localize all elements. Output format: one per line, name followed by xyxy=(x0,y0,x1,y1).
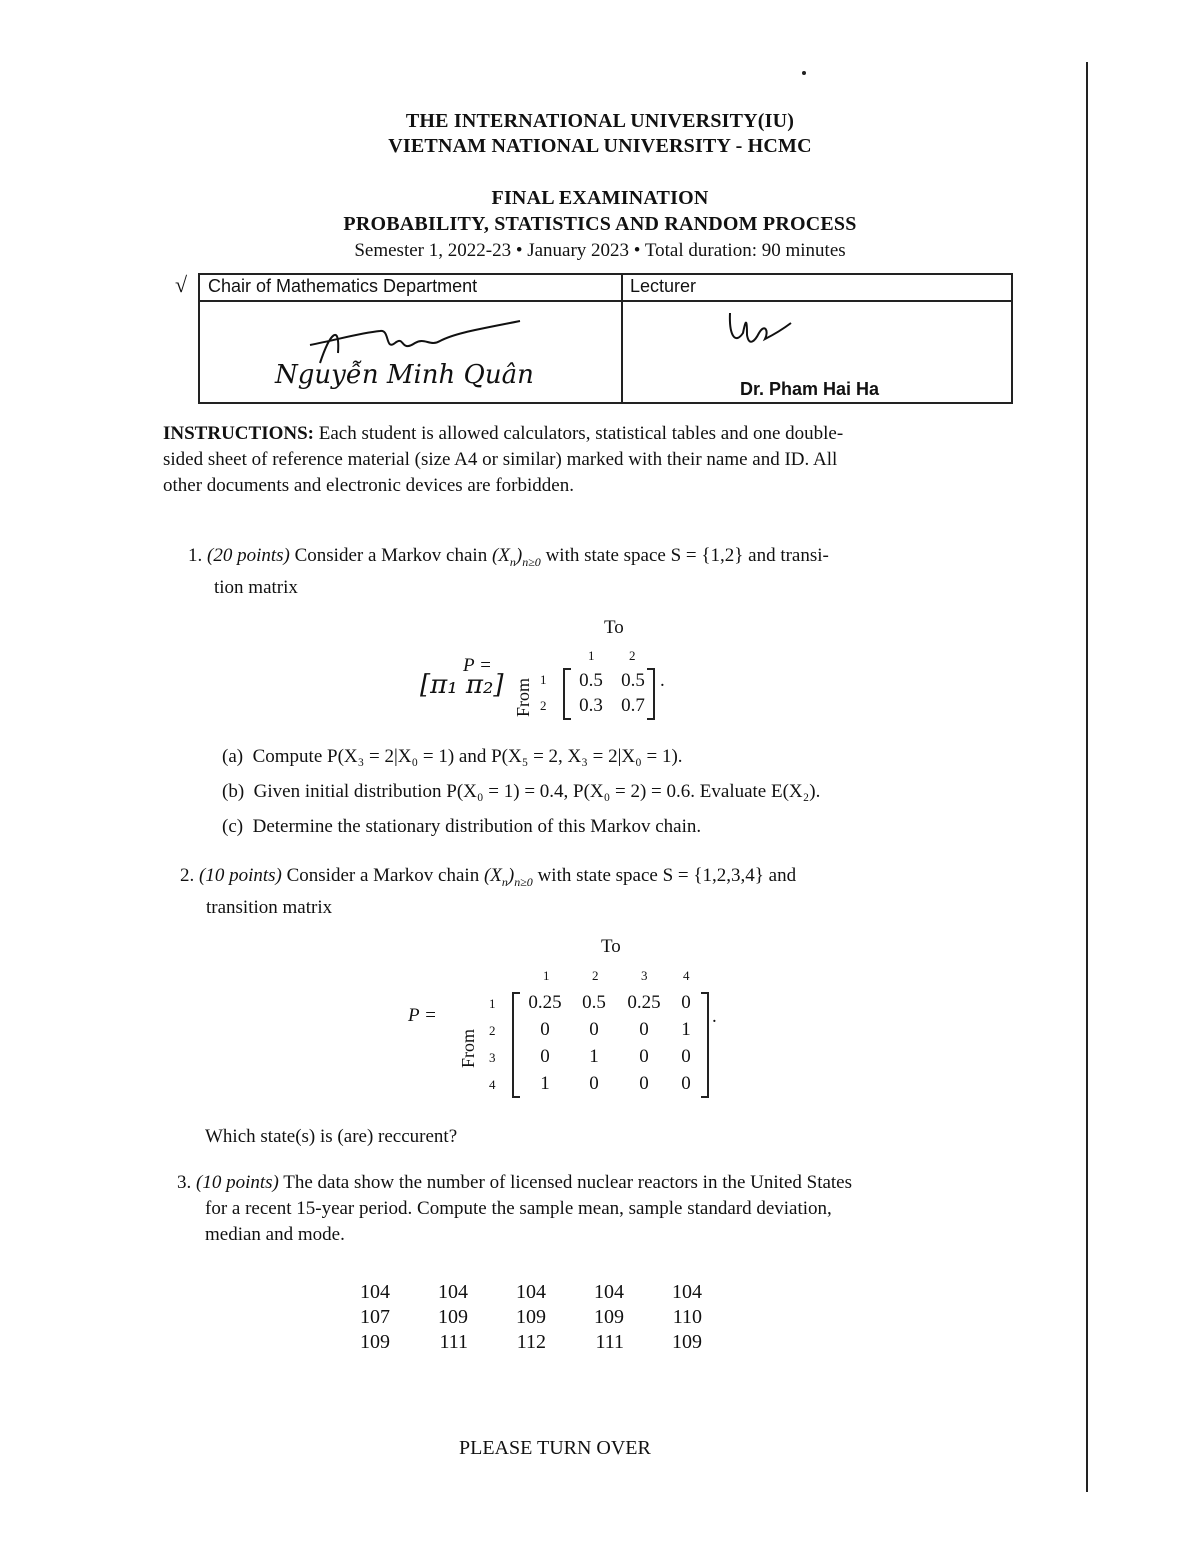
q2-text-c: and xyxy=(763,865,797,886)
instructions-text-3: other documents and electronic devices are forbidden. xyxy=(163,475,574,496)
q1-c-label: (c) xyxy=(222,816,244,837)
q2-row-label: 4 xyxy=(489,1077,496,1092)
q1-line-2: tion matrix xyxy=(214,576,298,598)
q1-matrix-cell: 0.3 xyxy=(579,695,603,716)
q1-chain-sub: n xyxy=(509,554,516,569)
q2-matrix-cell: 0 xyxy=(589,1019,599,1040)
lecturer-signature xyxy=(725,305,805,355)
course-title: PROBABILITY, STATISTICS AND RANDOM PROCESS xyxy=(343,213,857,235)
q1-from-label: From xyxy=(513,677,533,717)
q2-matrix-cell: 1 xyxy=(540,1073,550,1094)
q2-matrix-cell: 0 xyxy=(639,1073,649,1094)
instructions-text-1: Each student is allowed calculators, statistical tables and one double- xyxy=(313,423,844,444)
footer-turn-over: PLEASE TURN OVER xyxy=(459,1437,651,1459)
q3-data-cell: 104 xyxy=(360,1281,390,1303)
q3-data-cell: 109 xyxy=(438,1306,468,1328)
scan-speck xyxy=(802,71,806,75)
q2-text-b: with state space xyxy=(532,865,663,886)
q1-handwritten-note: [π₁ π₂] xyxy=(420,670,504,700)
q3-data-cell: 104 xyxy=(594,1281,624,1303)
q1-state-space: S = {1,2} xyxy=(670,545,744,566)
q2-matrix-cell: 0 xyxy=(639,1019,649,1040)
q2-row-label: 1 xyxy=(489,996,496,1011)
q2-col-label: 2 xyxy=(592,968,599,983)
q2-matrix-cell: 1 xyxy=(589,1046,599,1067)
q2-number: 2. xyxy=(180,865,195,886)
q1-matrix-cell: 0.5 xyxy=(621,670,645,691)
q3-data-cell: 104 xyxy=(672,1281,702,1303)
q3-points: (10 points) xyxy=(196,1172,279,1193)
q1-a-label: (a) xyxy=(222,746,244,767)
page-border-line xyxy=(1086,62,1088,1492)
q2-matrix-cell: 0 xyxy=(540,1019,550,1040)
exam-title: FINAL EXAMINATION xyxy=(491,187,709,209)
q1-chain: (X xyxy=(491,545,510,566)
question-3 xyxy=(177,1170,967,1248)
q1-a-text: Compute P(X₃ = 2|X₀ = 1) and P(X₅ = 2, X₃ = 2|X₀ = 1). xyxy=(252,746,683,767)
q1-row-label: 1 xyxy=(540,672,547,687)
q2-text-a: Consider a Markov chain xyxy=(281,865,484,886)
q1-matrix-cell: 0.7 xyxy=(621,695,645,716)
q2-matrix-cell: 0 xyxy=(681,1046,691,1067)
q1-row-label: 2 xyxy=(540,698,547,713)
q2-chain: (X xyxy=(483,865,502,886)
q2-from-label: From xyxy=(458,1028,478,1068)
q2-matrix-cell: 0.25 xyxy=(627,992,661,1013)
question-2 xyxy=(180,863,970,920)
q3-data-cell: 111 xyxy=(595,1331,624,1353)
q2-matrix-cell: 0 xyxy=(681,992,691,1013)
q3-line-2: for a recent 15-year period. Compute the sample mean, sample standard deviation, xyxy=(205,1198,832,1219)
q3-line-3: median and mode. xyxy=(205,1224,345,1245)
instructions-label: INSTRUCTIONS: xyxy=(163,423,314,444)
q2-matrix-cell: 0 xyxy=(639,1046,649,1067)
q1-line-1 xyxy=(188,543,968,575)
q2-chain-sub2: n≥0 xyxy=(514,874,533,889)
q3-data-cell: 104 xyxy=(516,1281,546,1303)
check-mark: √ xyxy=(175,272,188,297)
q3-data-cell: 111 xyxy=(439,1331,468,1353)
q2-row-label: 2 xyxy=(489,1023,496,1038)
q2-row-label: 3 xyxy=(489,1050,496,1065)
q1-text-b: with state space xyxy=(540,545,671,566)
q1-p-label: P = xyxy=(463,655,492,676)
q1-part-a xyxy=(222,744,683,769)
q2-matrix-cell: 0 xyxy=(540,1046,550,1067)
signature-divider xyxy=(621,275,623,402)
instructions xyxy=(163,421,963,499)
q2-matrix-cell: 0.5 xyxy=(582,992,606,1013)
q1-b-text: Given initial distribution P(X₀ = 1) = 0.4, P(X₀ = 2) = 0.6. Evaluate E(X₂). xyxy=(253,781,821,802)
question-1 xyxy=(188,543,968,600)
q2-left-bracket xyxy=(512,992,520,1098)
q1-c-text: Determine the stationary distribution of this Markov chain. xyxy=(252,816,702,837)
q1-part-c xyxy=(222,814,701,839)
q3-data-cell: 110 xyxy=(672,1306,702,1328)
q2-line-1 xyxy=(180,863,970,895)
q1-col-label: 2 xyxy=(629,648,636,663)
q2-matrix-cell: 0.25 xyxy=(528,992,562,1013)
q3-line-1 xyxy=(177,1170,967,1196)
q2-line-2: transition matrix xyxy=(206,896,333,918)
q2-to-label: To xyxy=(601,936,621,957)
q3-data-cell: 109 xyxy=(516,1306,546,1328)
q1-b-label: (b) xyxy=(222,781,245,802)
q2-question: Which state(s) is (are) reccurent? xyxy=(205,1126,458,1147)
q1-chain-sub2: n≥0 xyxy=(522,554,541,569)
q2-p-label: P = xyxy=(408,1005,437,1026)
q1-points: (20 points) xyxy=(207,545,290,566)
q3-data-cell: 109 xyxy=(360,1331,390,1353)
chair-header: Chair of Mathematics Department xyxy=(208,276,478,296)
q2-points: (10 points) xyxy=(199,865,282,886)
q1-matrix-cell: 0.5 xyxy=(579,670,603,691)
q2-matrix-cell: 0 xyxy=(681,1073,691,1094)
q2-chain-end: ) xyxy=(507,865,515,886)
q1-matrix-period: . xyxy=(660,670,665,691)
q3-data-cell: 104 xyxy=(438,1281,468,1303)
q1-part-b xyxy=(222,779,820,804)
university-title: THE INTERNATIONAL UNIVERSITY(IU) xyxy=(405,110,795,132)
q2-col-label: 1 xyxy=(543,968,550,983)
q1-number: 1. xyxy=(188,545,203,566)
q1-text-a: Consider a Markov chain xyxy=(289,545,492,566)
q2-state-space: S = {1,2,3,4} xyxy=(662,865,764,886)
instructions-line-1 xyxy=(163,421,963,447)
q2-col-label: 4 xyxy=(683,968,690,983)
instructions-text-2: sided sheet of reference material (size A4 or similar) marked with their name and ID. All xyxy=(163,449,838,470)
university-subtitle: VIETNAM NATIONAL UNIVERSITY - HCMC xyxy=(388,135,812,157)
q1-text-c: and transi- xyxy=(743,545,829,566)
q3-data-cell: 112 xyxy=(516,1331,546,1353)
q3-number: 3. xyxy=(177,1172,192,1193)
q1-chain-end: ) xyxy=(515,545,523,566)
q3-text-1: The data show the number of licensed nuclear reactors in the United States xyxy=(278,1172,853,1193)
lecturer-name: Dr. Pham Hai Ha xyxy=(740,379,880,399)
q1-col-label: 1 xyxy=(588,648,595,663)
q2-col-label: 3 xyxy=(641,968,648,983)
q2-chain-sub: n xyxy=(501,874,508,889)
q2-matrix-cell: 0 xyxy=(589,1073,599,1094)
signature-table xyxy=(198,273,1013,404)
q2-matrix-cell: 1 xyxy=(681,1019,691,1040)
q3-data-cell: 109 xyxy=(594,1306,624,1328)
q3-data-cell: 107 xyxy=(360,1306,390,1328)
q3-data-cell: 109 xyxy=(672,1331,702,1353)
lecturer-header: Lecturer xyxy=(630,276,697,296)
exam-meta: Semester 1, 2022-23 • January 2023 • Total duration: 90 minutes xyxy=(354,240,846,261)
chair-signature-name: Nguyễn Minh Quân xyxy=(275,360,534,390)
q1-to-label: To xyxy=(604,617,624,638)
q2-matrix-period: . xyxy=(712,1006,717,1027)
